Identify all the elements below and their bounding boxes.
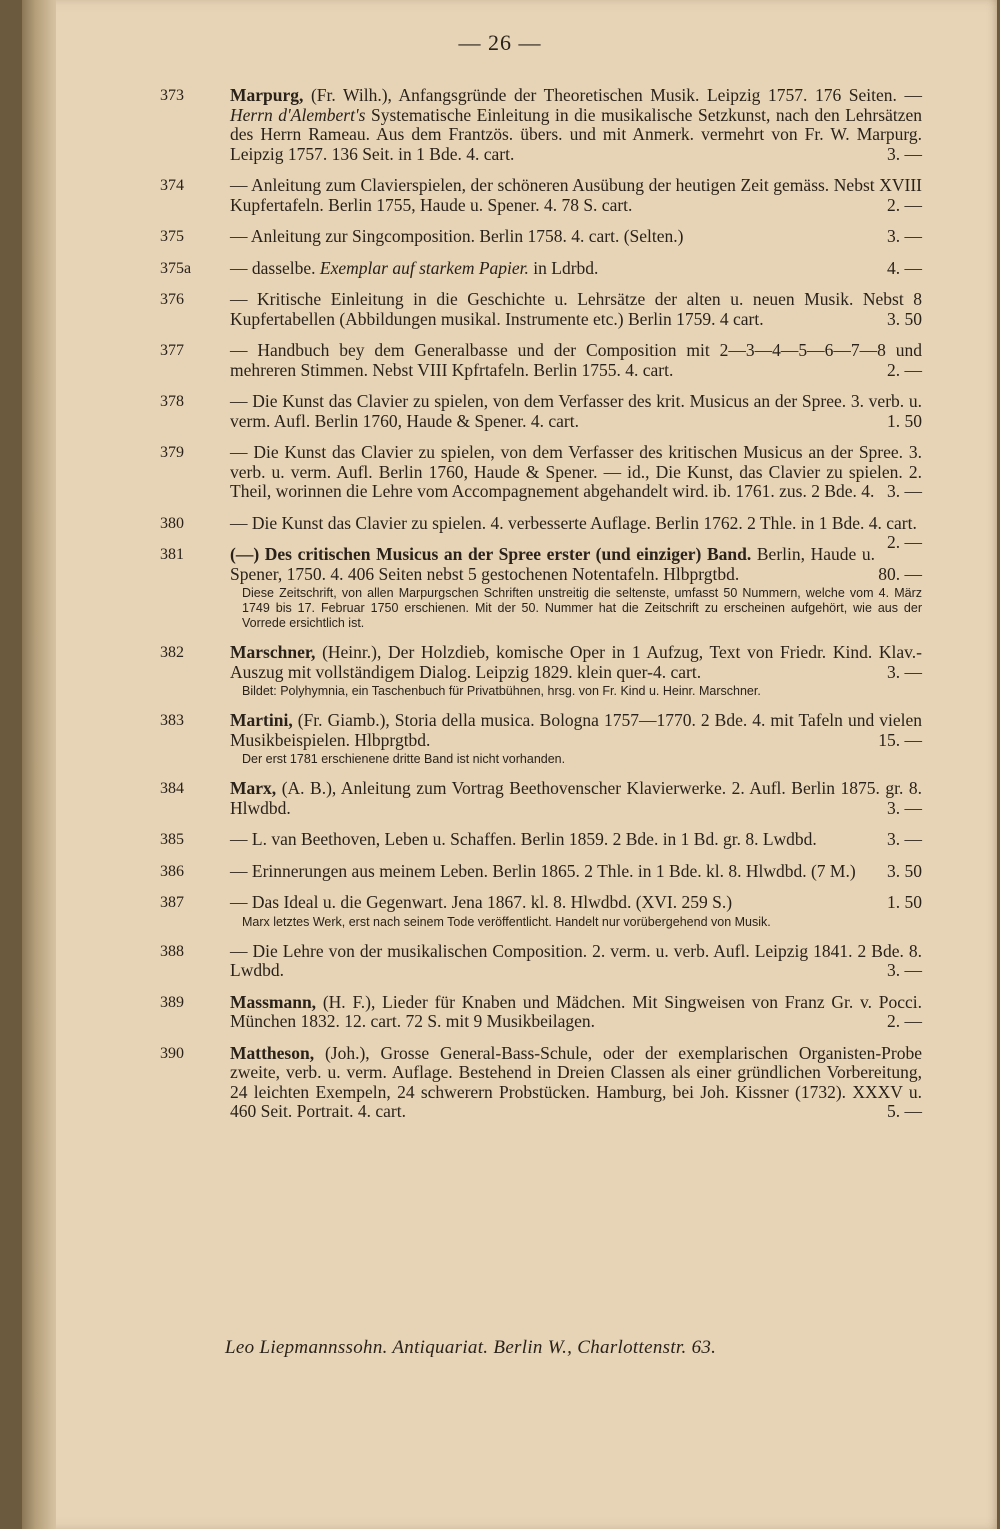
entry-description: (A. B.), Anleitung zum Vortrag Beethovenscher Klavierwerke. 2. Aufl. Berlin 1875. gr. 8. Hlwdbd. — [230, 778, 923, 818]
entry-description: — L. van Beethoven, Leben u. Schaffen. Berlin 1859. 2 Bde. in 1 Bd. gr. 8. Lwdbd. — [230, 829, 817, 849]
entry-description: (H. F.), Lieder für Knaben und Mädchen. Mit Singweisen von Franz Gr. v. Pocci. München 1832. 12. cart. 72 S. mit 9 Musikbeilagen. — [230, 991, 923, 1031]
entry-description: (Fr. Giamb.), Storia della musica. Bologna 1757—1770. 2 Bde. 4. mit Tafeln und vielen Musikbeispielen. Hlbprgtbd. — [230, 710, 922, 750]
entry-description: — Das Ideal u. die Gegenwart. Jena 1867. kl. 8. Hlwdbd. (XVI. 259 S.) — [230, 892, 733, 912]
entry-price: 15. — — [878, 729, 922, 750]
entry-price: 3. — — [887, 661, 922, 682]
entry-description-cont: in Ldrbd. — [533, 257, 599, 278]
entry-text — [230, 779, 922, 818]
entry-number: 389 — [160, 993, 184, 1011]
catalog-entry — [160, 711, 922, 767]
catalog-entry — [160, 341, 922, 380]
entry-author: Marschner, — [230, 642, 316, 662]
entry-text — [230, 942, 922, 981]
entry-price: 3. — — [887, 829, 922, 849]
entry-italic-title: Exemplar auf starkem Papier. — [319, 257, 529, 278]
catalog-entry — [160, 290, 922, 329]
entry-text — [230, 862, 922, 882]
entry-description: — Die Kunst das Clavier zu spielen. 4. verbesserte Auflage. Berlin 1762. 2 Thle. in 1 Bde. 4. cart. — [230, 512, 917, 533]
catalog-entries — [160, 86, 922, 1134]
entry-text — [230, 1044, 922, 1122]
entry-text — [230, 86, 922, 164]
entry-note: Marx letztes Werk, erst nach seinem Tode veröffentlicht. Handelt nur vorübergehend von Musik. — [242, 914, 771, 929]
catalog-entry — [160, 545, 922, 631]
entry-text — [230, 512, 922, 552]
entry-author: Marpurg, — [230, 85, 304, 105]
entry-number: 383 — [160, 712, 184, 729]
entry-description: — Handbuch bey dem Generalbasse und der Composition mit 2—3—4—5—6—7—8 und mehreren Stimmen. Nebst VIII Kpfrtafeln. Berlin 1755. 4. cart. — [230, 340, 922, 380]
entry-number: 375a — [160, 259, 192, 277]
entry-price: 3. — — [887, 226, 922, 246]
entry-price: 2. — — [887, 1011, 922, 1031]
entry-number: 390 — [160, 1044, 184, 1062]
catalog-entry — [160, 643, 922, 699]
entry-number: 385 — [160, 831, 184, 848]
catalog-entry — [160, 830, 922, 850]
page-number: — 26 — — [458, 30, 542, 55]
entry-text — [230, 176, 922, 215]
entry-text — [230, 993, 922, 1032]
entry-description: — Die Kunst das Clavier zu spielen, von dem Verfasser des krit. Musicus an der Spree. 3. verb. u. verm. Aufl. Berlin 1760, Haude & Spener. 4. cart. — [230, 391, 922, 431]
entry-text — [230, 290, 922, 329]
entry-description-cont: Systematische Einleitung in die musikalische Setzkunst, nach den Lehrsätzen des Herrn Rameau. Aus dem Frantzös. übers. und mit Anmerk. vermehrt von Fr. W. Marpurg. Leipzig 1757. 136 Seit. in 1 Bde. 4. cart. — [230, 104, 922, 164]
entry-description: — Die Lehre von der musikalischen Composition. 2. verm. u. verb. Aufl. Leipzig 1841. 2 Bde. 8. Lwdbd. — [230, 940, 922, 980]
entry-number: 377 — [160, 342, 184, 359]
entry-note: Bildet: Polyhymnia, ein Taschenbuch für Privatbühnen, hrsg. von Fr. Kind u. Heinr. Marschner. — [242, 684, 761, 698]
entry-description: — Anleitung zur Singcomposition. Berlin 1758. 4. cart. (Selten.) — [230, 226, 684, 246]
catalog-entry — [160, 443, 922, 502]
entry-description: — Erinnerungen aus meinem Leben. Berlin 1865. 2 Thle. in 1 Bde. kl. 8. Hlwdbd. (7 M.) — [230, 860, 856, 881]
catalog-entry — [160, 86, 922, 164]
catalog-entry — [160, 1044, 922, 1122]
entry-number: 380 — [160, 514, 184, 532]
catalog-entry — [160, 259, 922, 279]
entry-note: Diese Zeitschrift, von allen Marpurgschen Schriften unstreitig die seltenste, umfasst 50 Nummern, welche vom 4. März 1749 bis 17. Februar 1750 erschienen. Mit der 50. Nummer hat die Zeitschrift zu erscheinen aufgehört, wie aus der Vorrede ersichtlich ist. — [242, 586, 922, 630]
entry-text — [230, 893, 922, 913]
entry-description: — Die Kunst das Clavier zu spielen, von dem Verfasser des kritischen Musicus an der Spree. 3. verb. u. verm. Aufl. Berlin 1760, Haude & Spener. — id., Die Kunst, das Clavier zu spielen. 2. Theil, worinnen die Lehre vom Accompagnement abgehandelt wird. ib. 1761. zus. 2 Bde. 4. — [230, 442, 922, 501]
entry-italic-title: Herrn d'Alembert's — [230, 104, 366, 125]
entry-author: Marx, — [230, 778, 277, 798]
publisher-footer: Leo Liepmannssohn. Antiquariat. Berlin W., Charlottenstr. 63. — [225, 1337, 717, 1358]
entry-note: Der erst 1781 erschienene dritte Band ist nicht vorhanden. — [242, 752, 566, 766]
entry-text — [230, 227, 922, 247]
entry-number: 374 — [160, 177, 184, 194]
entry-price: 1. 50 — [887, 892, 922, 912]
entry-number: 376 — [160, 291, 184, 308]
entry-text — [230, 711, 922, 750]
catalog-entry — [160, 942, 922, 981]
entry-number: 378 — [160, 393, 184, 410]
entry-price: 3. 50 — [887, 308, 922, 329]
entry-text — [230, 392, 922, 431]
entry-description: — Anleitung zum Clavierspielen, der schöneren Ausübung der heutigen Zeit gemäss. Nebst XVIII Kupfertafeln. Berlin 1755, Haude u. Spener. 4. 78 S. cart. — [230, 175, 922, 215]
entry-text — [230, 830, 922, 850]
entry-number: 373 — [160, 87, 184, 104]
entry-number: 387 — [160, 894, 184, 911]
entry-price: 3. 50 — [887, 860, 922, 881]
entry-number: 381 — [160, 546, 184, 563]
catalog-entry — [160, 779, 922, 818]
catalog-entry — [160, 176, 922, 215]
entry-price: 80. — — [878, 563, 922, 584]
entry-price: 2. — — [887, 359, 922, 380]
entry-text — [230, 643, 922, 682]
catalog-entry — [160, 993, 922, 1032]
entry-number: 386 — [160, 862, 184, 880]
entry-description: (Heinr.), Der Holzdieb, komische Oper in 1 Aufzug, Text von Friedr. Kind. Klav.-Auszug mit vollständigem Dialog. Leipzig 1829. klein quer-4. cart. — [230, 642, 923, 682]
entry-description: — Kritische Einleitung in die Geschichte u. Lehrsätze der alten u. neuen Musik. Nebst 8 Kupfertabellen (Abbildungen musikal. Instrumente etc.) Berlin 1759. 4 cart. — [230, 289, 922, 329]
catalog-entry — [160, 227, 922, 247]
entry-number: 388 — [160, 942, 184, 960]
entry-author: (—) Des critischen Musicus an der Spree erster (und einziger) Band. — [230, 544, 752, 564]
entry-price: 1. 50 — [887, 410, 922, 431]
entry-number: 384 — [160, 780, 184, 797]
entry-number: 382 — [160, 644, 184, 661]
book-gutter — [22, 0, 56, 1529]
entry-description: Berlin, Haude u. Spener, 1750. 4. 406 Seiten nebst 5 gestochenen Notentafeln. Hlbprgtbd. — [230, 544, 876, 584]
entry-number: 375 — [160, 228, 184, 245]
entry-price: 3. — — [887, 797, 922, 818]
entry-price: 2. — — [887, 194, 922, 215]
entry-text — [230, 259, 922, 279]
catalog-entry — [160, 392, 922, 431]
catalog-entry — [160, 893, 922, 930]
entry-price: 4. — — [887, 257, 922, 278]
entry-description: (Joh.), Grosse General-Bass-Schule, oder der exemplarischen Organisten-Probe zweite, verb. u. verm. Auflage. Bestehend in Dreien Classen als einer gründlichen Vorbereitung, 24 leichten Exempeln, 24 schwerern Probstücken. Hamburg, bei Joh. Kissner (1732). XXXV u. 460 Seit. Portrait. 4. cart. — [230, 1042, 922, 1121]
entry-number: 379 — [160, 444, 184, 461]
entry-author: Massmann, — [230, 991, 317, 1012]
entry-price: 3. — — [887, 481, 922, 501]
entry-author: Mattheson, — [230, 1042, 315, 1063]
entry-text — [230, 545, 922, 584]
catalog-entry — [160, 512, 922, 552]
entry-text — [230, 443, 922, 502]
entry-price: 2. — — [887, 532, 922, 552]
entry-price: 3. — — [887, 143, 922, 164]
entry-description: — dasselbe. — [230, 257, 316, 278]
entry-price: 5. — — [887, 1101, 922, 1121]
entry-author: Martini, — [230, 710, 293, 730]
entry-price: 3. — — [887, 960, 922, 980]
catalog-entry — [160, 862, 922, 882]
entry-text — [230, 341, 922, 380]
entry-description: (Fr. Wilh.), Anfangsgründe der Theoretischen Musik. Leipzig 1757. 176 Seiten. — — [310, 85, 922, 105]
